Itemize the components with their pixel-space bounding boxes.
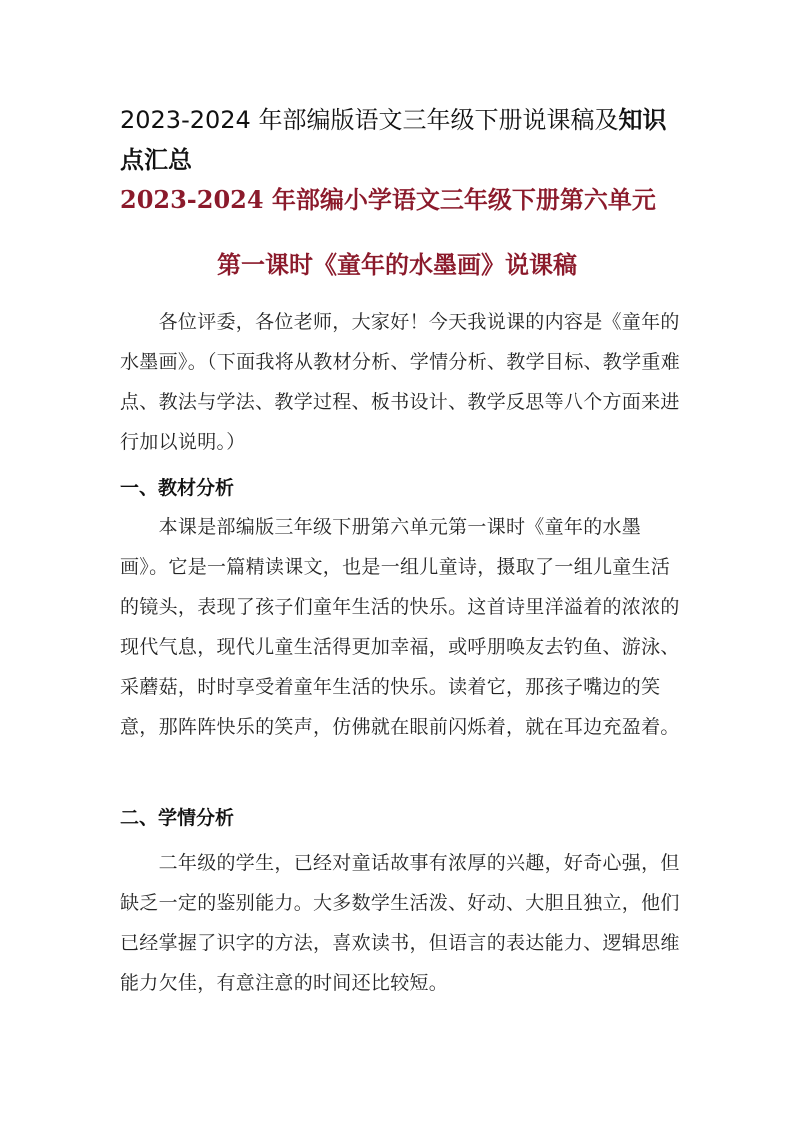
- lesson-title: [0, 247, 794, 283]
- document-title-part2: 知识点汇总: [120, 106, 667, 174]
- section-heading-textbook-analysis: 一、教材分析: [120, 477, 235, 499]
- section-heading-learner-analysis: 二、学情分析: [120, 807, 235, 829]
- section-body-learner-analysis: 二年级的学生，已经对童话故事有浓厚的兴趣，好奇心强，但缺乏一定的鉴别能力。大多数学生活泼、好动、大胆且独立，他们已经掌握了识字的方法，喜欢读书，但语言的表达能力、逻辑思维能力欠佳，有意注意的时间还比较短。: [120, 852, 680, 994]
- document-title: [120, 100, 680, 180]
- unit-title: 2023-2024 年部编小学语文三年级下册第六单元: [120, 185, 656, 214]
- section-body-textbook-analysis: 本课是部编版三年级下册第六单元第一课时《童年的水墨画》。它是一篇精读课文，也是一组儿童诗，摄取了一组儿童生活的镜头，表现了孩子们童年生活的快乐。这首诗里洋溢着的浓浓的现代气息，现代儿童生活得更加幸福，或呼朋唤友去钓鱼、游泳、采蘑菇，时时享受着童年生活的快乐。读着它，那孩子嘴边的笑意，那阵阵快乐的笑声，仿佛就在眼前闪烁着，就在耳边充盈着。: [120, 516, 680, 738]
- lesson-title-text: 第一课时《童年的水墨画》说课稿: [217, 250, 577, 279]
- document-title-part1: 2023-2024 年部编版语文三年级下册说课稿及: [120, 106, 619, 134]
- intro-paragraph: 各位评委，各位老师，大家好！今天我说课的内容是《童年的水墨画》。（下面我将从教材分析、学情分析、教学目标、教学重难点、教法与学法、教学过程、板书设计、教学反思等八个方面来进行加以说明。）: [120, 311, 681, 453]
